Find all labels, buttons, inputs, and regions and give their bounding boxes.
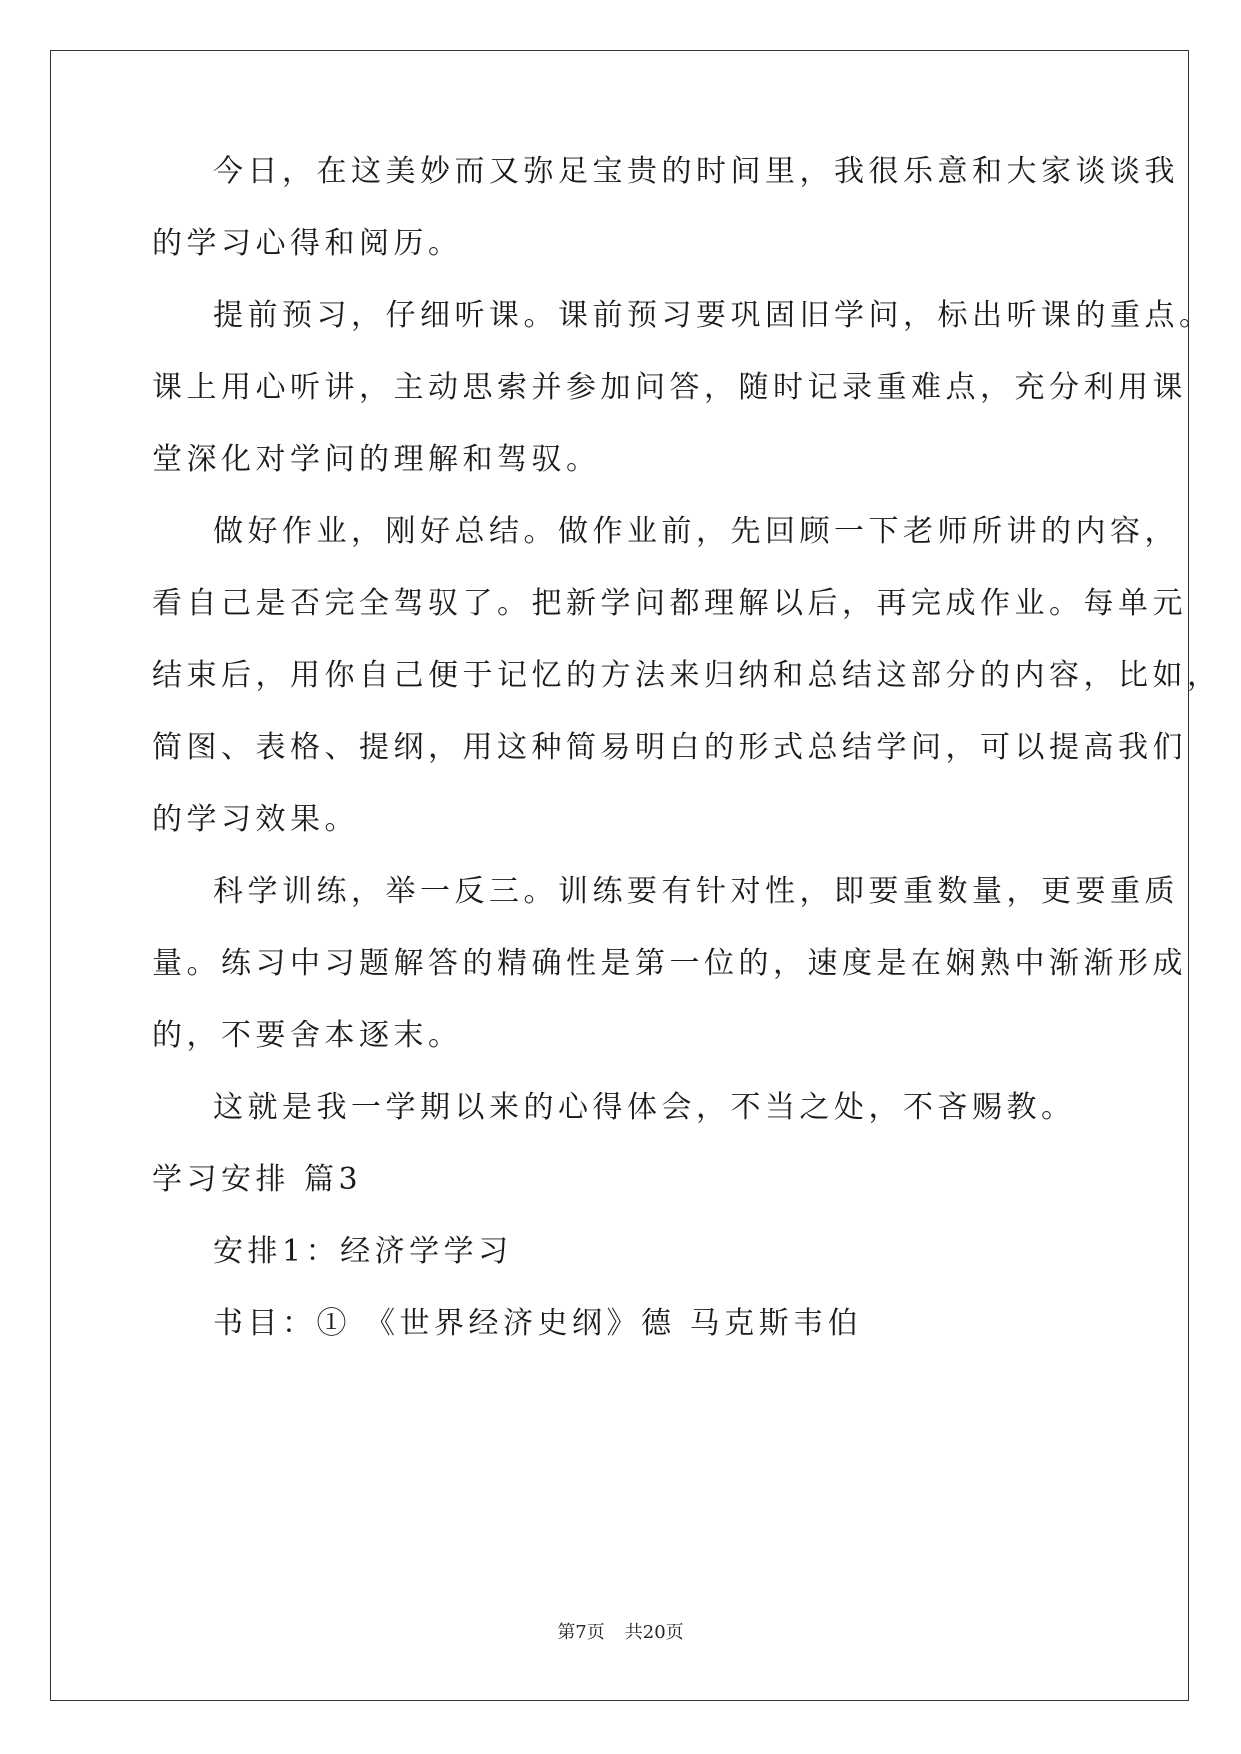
plan-title: 安排1：经济学学习 [213,1234,513,1269]
paragraph-line: 简图、表格、提纲，用这种简易明白的形式总结学问，可以提高我们 [152,730,1187,765]
paragraph-line: 看自己是否完全驾驭了。把新学问都理解以后，再完成作业。每单元 [152,586,1187,621]
paragraph-line: 的，不要舍本逐末。 [152,1018,463,1053]
book-list-line: 书目：① 《世界经济史纲》德 马克斯韦伯 [213,1306,863,1341]
paragraph-line: 课上用心听讲，主动思索并参加问答，随时记录重难点，充分利用课 [152,370,1187,405]
page-total: 共20页 [624,1622,684,1643]
paragraph-line: 量。练习中习题解答的精确性是第一位的，速度是在娴熟中渐渐形成 [152,946,1187,981]
paragraph-line: 的学习效果。 [152,802,359,837]
paragraph-line: 今日，在这美妙而又弥足宝贵的时间里，我很乐意和大家谈谈我 [213,154,1179,189]
paragraph-line: 科学训练，举一反三。训练要有针对性，即要重数量，更要重质 [213,874,1179,909]
page-footer [0,1622,1241,1644]
paragraph-line: 提前预习，仔细听课。课前预习要巩固旧学问，标出听课的重点。 [213,298,1214,333]
page-number: 第7页 [557,1622,605,1643]
paragraph-line: 结束后，用你自己便于记忆的方法来归纳和总结这部分的内容，比如， [152,658,1222,693]
paragraph-line: 的学习心得和阅历。 [152,226,463,261]
paragraph-line: 做好作业，刚好总结。做作业前，先回顾一下老师所讲的内容， [213,514,1179,549]
paragraph-line: 堂深化对学问的理解和驾驭。 [152,442,601,477]
paragraph-line: 这就是我一学期以来的心得体会，不当之处，不吝赐教。 [213,1090,1076,1125]
section-heading: 学习安排 篇3 [152,1162,363,1197]
